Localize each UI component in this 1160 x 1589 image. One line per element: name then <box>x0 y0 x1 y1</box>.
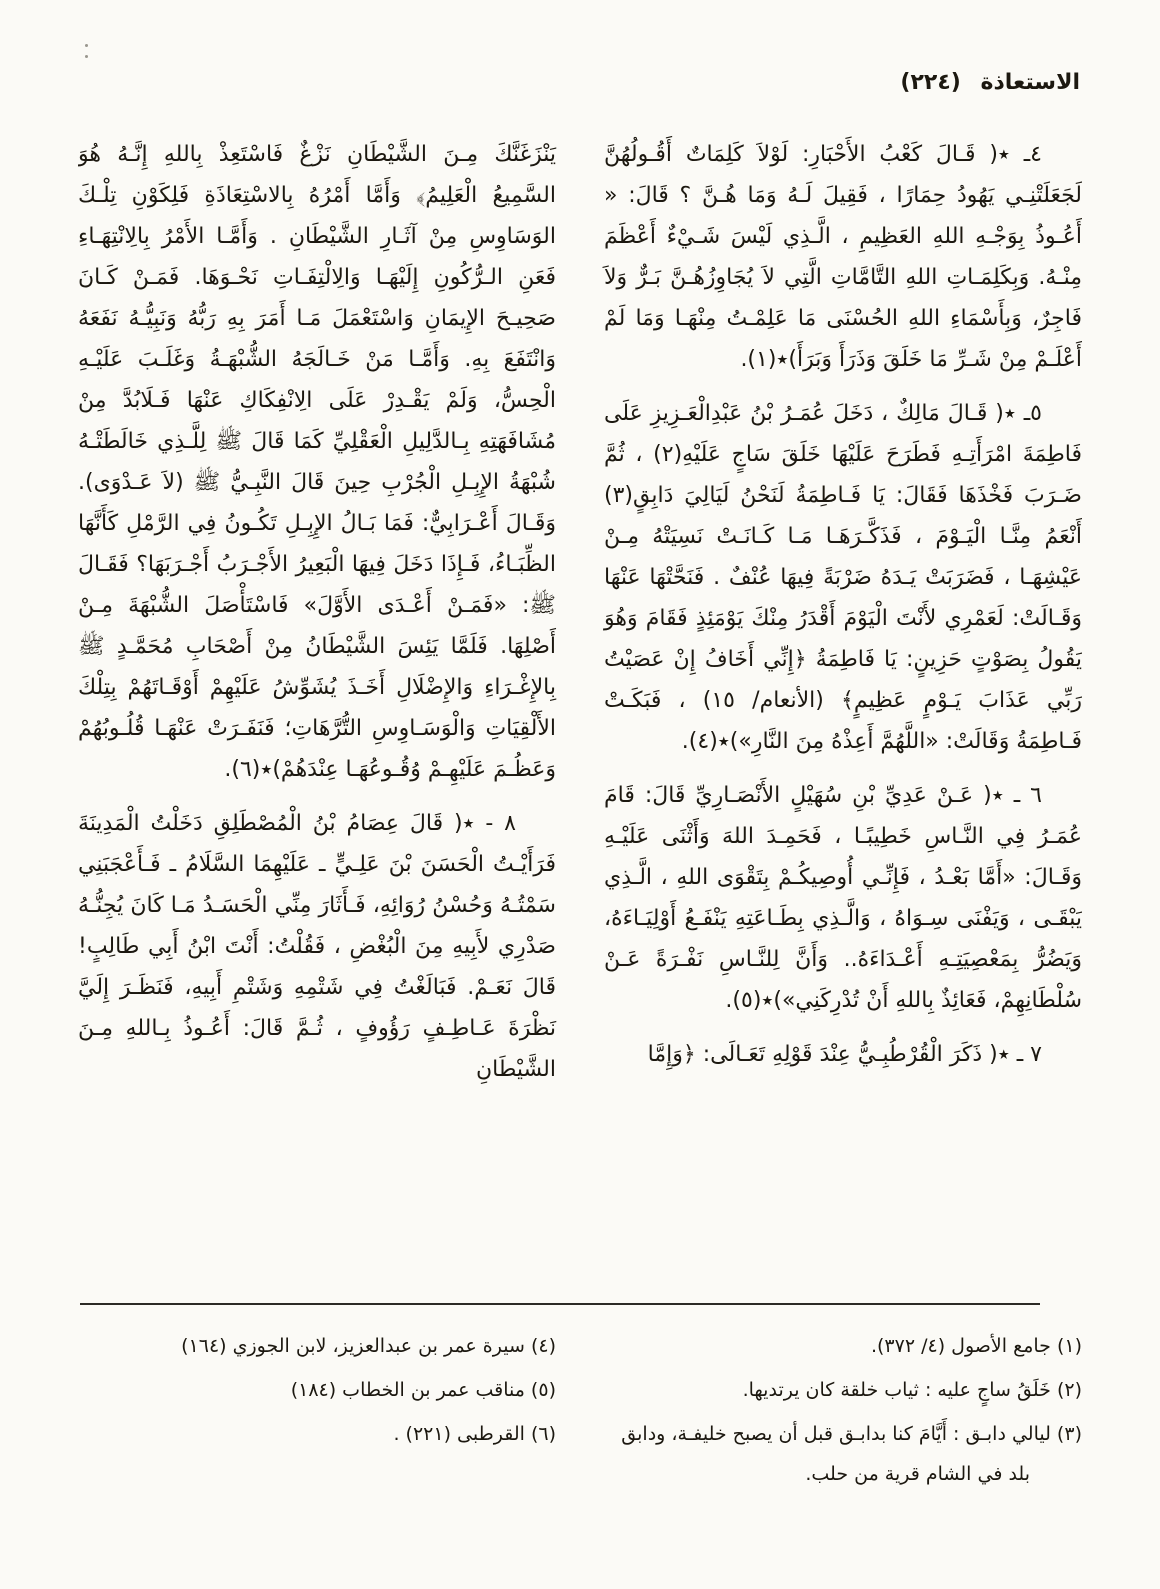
scan-dot <box>85 55 88 58</box>
footnote-6: (٦) القرطبى (٢٢١) . <box>393 1423 556 1445</box>
paragraph-item-5: ٥ـ ٭( قَـالَ مَالِكٌ ، دَخَلَ عُمَـرُ بْنُ عَبْدِالْعَـزِيزِ عَلَى فَاطِمَةَ امْرَأَتِـهِ فَطَرَحَ عَلَيْهَا خَلَقَ سَاجٍ عَلَيْهِ(٢) ، ثُمَّ ضَـرَبَ فَخْذَهَا فَقَالَ: يَا فَـاطِمَةُ لَنَحْنُ لَيَالِيَ دَابِقٍ(٣) أَنْعَمُ مِنَّـا الْيَـوْمَ ، فَذَكَّـرَهَـا مَـا كَـانَـتْ نَسِيَتْهُ مِـنْ عَيْشِهَـا ، فَضَرَبَتْ يَـدَهُ ضَرْبَةً فِيهَا عُنْفٌ . فَنَحَّتْهَا عَنْهَا وَقَـالَتْ: لَعَمْرِي لأَنْتَ الْيَوْمَ أَقْدَرُ مِنْكَ يَوْمَئِذٍ فَقَامَ وَهُوَ يَقُولُ بِصَوْتٍ حَزِينٍ: يَا فَاطِمَةُ ﴿إِنِّي أَخَافُ إِنْ عَصَيْتُ رَبِّي عَذَابَ يَـوْمٍ عَظِيمٍ﴾ (الأنعام/ ١٥) ، فَبَكَـتْ فَـاطِمَةُ وَقَالَتْ: «اللَّهُمَّ أَعِذْهُ مِنَ النَّارِ»)٭(٤). <box>604 401 1082 754</box>
footnote-2: (٢) خَلَقُ ساجٍ عليه : ثياب خلقة كان يرتديها. <box>742 1379 1082 1401</box>
footnote-1: (١) جامع الأصول (٤/ ٣٧٢). <box>870 1335 1082 1357</box>
paragraph-item-7: ٧ ـ ٭( ذَكَرَ الْقُرْطُبِـيُّ عِنْدَ قَوْلِهِ تَعَـالَى: ﴿وَإِمَّا <box>647 1042 1042 1067</box>
footnotes-right-column <box>604 1326 1082 1498</box>
footnote-5: (٥) مناقب عمر بن الخطاب (١٨٤) <box>290 1379 556 1401</box>
footnote-3: (٣) ليالي دابـق : أَيَّامَ كنا بدابـق قبل أن يصبح خليفـة، ودابق بلد في الشام قرية من حلب. <box>621 1423 1082 1485</box>
scan-dot <box>85 44 88 47</box>
column-right <box>604 134 1082 1284</box>
paragraph-item-6: ٦ ـ ٭( عَـنْ عَدِيِّ بْنِ سُهَيْلٍ الأَنْصَـارِيِّ قَالَ: قَامَ عُمَـرُ فِي النَّـاسِ خَطِيبًـا ، فَحَمِـدَ اللهَ وَأَثْنَى عَلَيْـهِ وَقَـالَ: «أَمَّا بَعْـدُ ، فَإِنِّـي أُوصِيكُـمْ بِتَقْوَى اللهِ ، الَّـذِي يَبْقَـى ، وَيَفْنَى سِـوَاهُ ، وَالَّـذِي بِطَـاعَتِهِ يَنْفَـعُ أَوْلِيَـاءَهُ، وَيَضُرُّ بِمَعْصِيَتِـهِ أَعْـدَاءَهُ.. وَأَنَّ لِلنَّـاسِ نَفْـرَةً عَـنْ سُلْطَانِهِمْ، فَعَائِذٌ بِاللهِ أَنْ تُدْرِكَنِي»)٭(٥). <box>604 783 1082 1013</box>
page-header-title: الاستعاذة <box>980 70 1080 95</box>
footnotes-left-column <box>78 1326 556 1498</box>
page-header <box>900 70 1080 95</box>
page-header-number: (٢٢٤) <box>900 70 961 95</box>
paragraph-item-7-continuation: يَنْزَغَنَّكَ مِـنَ الشَّيْطَانِ نَزْغٌ فَاسْتَعِذْ بِاللهِ إِنَّـهُ هُوَ السَّمِيعُ الْعَلِيمُ﴾ وَأَمَّا أَمْرُهُ بِالاسْتِعَاذَةِ فَلِكَوْنِ تِلْـكَ الوَسَاوِسِ مِنْ آثَـارِ الشَّيْطَانِ . وَأَمَّـا الأَمْرُ بِالِانْتِهَـاءِ فَعَنِ الـرُّكُونِ إِلَيْهَـا وَالِالْتِفَـاتِ نَحْـوَهَا. فَمَـنْ كَـانَ صَحِيـحَ الإِيمَانِ وَاسْتَعْمَلَ مَـا أَمَرَ بِهِ رَبُّهُ وَنَبِيُّـهُ نَفَعَهُ وَانْتَفَعَ بِهِ. وَأَمَّـا مَنْ خَـالَجَهُ الشُّبْهَـةُ وَغَلَـبَ عَلَيْـهِ الْحِسُّ، وَلَمْ يَقْـدِرْ عَلَى الِانْفِكَاكِ عَنْهَا فَـلَابُدَّ مِنْ مُشَافَهَتِهِ بِـالدَّلِيلِ الْعَقْلِيِّ كَمَا قَالَ ﷺ لِلَّـذِي خَالَطَتْـهُ شُبْهَةُ الإِبِـلِ الْجُرْبِ حِينَ قَالَ النَّبِـيُّ ﷺ (لاَ عَـدْوَى). وَقَـالَ أَعْـرَابِيٌّ: فَمَا بَـالُ الإِبِـلِ تَكُـونُ فِي الرَّمْلِ كَأَنَّهَا الظِّبَـاءُ، فَـإِذَا دَخَلَ فِيهَا الْبَعِيرُ الأَجْـرَبُ أَجْـرَبَهَا؟ فَقَـالَ ﷺ: «فَمَـنْ أَعْـدَى الأَوَّلَ» فَاسْتَأْصَلَ الشُّبْهَةَ مِـنْ أَصْلِهَا. فَلَمَّا يَئِسَ الشَّيْطَانُ مِنْ أَصْحَابِ مُحَمَّـدٍ ﷺ بِالإِغْـرَاءِ وَالإِضْلَالِ أَخَـذَ يُشَوِّشُ عَلَيْهِمْ أَوْقَـاتَهُمْ بِتِلْكَ الأَلْقِيَاتِ وَالْوَسَـاوِسِ التُّرَّهَاتِ؛ فَنَفَـرَتْ عَنْهَـا قُلُـوبُهُمْ وَعَظُـمَ عَلَيْهِـمْ وُقُـوعُهَـا عِنْدَهُمْ)٭(٦). <box>78 142 556 782</box>
paragraph-item-4: ٤ـ ٭( قَـالَ كَعْبُ الأَحْبَارِ: لَوْلاَ كَلِمَاتٌ أَقُـولُهُنَّ لَجَعَلَتْنِـي يَهُودُ حِمَارًا ، فَقِيلَ لَـهُ وَمَا هُـنَّ ؟ قَالَ: « أَعُـوذُ بِوَجْـهِ اللهِ العَظِيمِ ، الَّـذِي لَيْسَ شَـيْءٌ أَعْظَمَ مِنْـهُ. وَبِكَلِمَـاتِ اللهِ التَّامَّاتِ الَّتِي لاَ يُجَاوِزُهُـنَّ بَـرٌّ وَلاَ فَاجِرٌ، وَبِأَسْمَاءِ اللهِ الحُسْنَى مَا عَلِمْـتُ مِنْهَـا وَمَا لَمْ أَعْلَـمْ مِنْ شَـرِّ مَا خَلَقَ وَذَرَأَ وَبَرَأَ)٭(١). <box>604 142 1082 372</box>
footnotes <box>78 1326 1082 1498</box>
scan-artifact <box>82 36 88 80</box>
column-left <box>78 134 556 1284</box>
footnote-divider <box>80 1303 1040 1305</box>
footnote-4: (٤) سيرة عمر بن عبدالعزيز، لابن الجوزي (١٦٤) <box>181 1335 556 1357</box>
paragraph-item-8: ٨ - ٭( قَالَ عِصَامُ بْنُ الْمُصْطَلِقِ دَخَلْتُ الْمَدِينَةَ فَرَأَيْـتُ الْحَسَنَ بْنَ عَلِـيٍّ ـ عَلَيْهِمَا السَّلَامُ ـ فَـأَعْجَبَنِي سَمْتُـهُ وَحُسْنُ رُوَائِهِ، فَـأَثَارَ مِنِّي الْحَسَـدُ مَـا كَانَ يُجِنُّـهُ صَدْرِي لأَبِيهِ مِنَ الْبُغْضِ ، فَقُلْتُ: أَنْتَ ابْنُ أَبِي طَالِبٍ! قَالَ نَعَـمْ. فَبَالَغْتُ فِي شَتْمِهِ وَشَتْمِ أَبِيهِ، فَنَظَـرَ إِلَيَّ نَظْرَةَ عَـاطِـفٍ رَؤُوفٍ ، ثُـمَّ قَالَ: أَعُـوذُ بِـاللهِ مِـنَ الشَّيْطَانِ <box>78 811 556 1082</box>
text-columns <box>78 134 1082 1284</box>
